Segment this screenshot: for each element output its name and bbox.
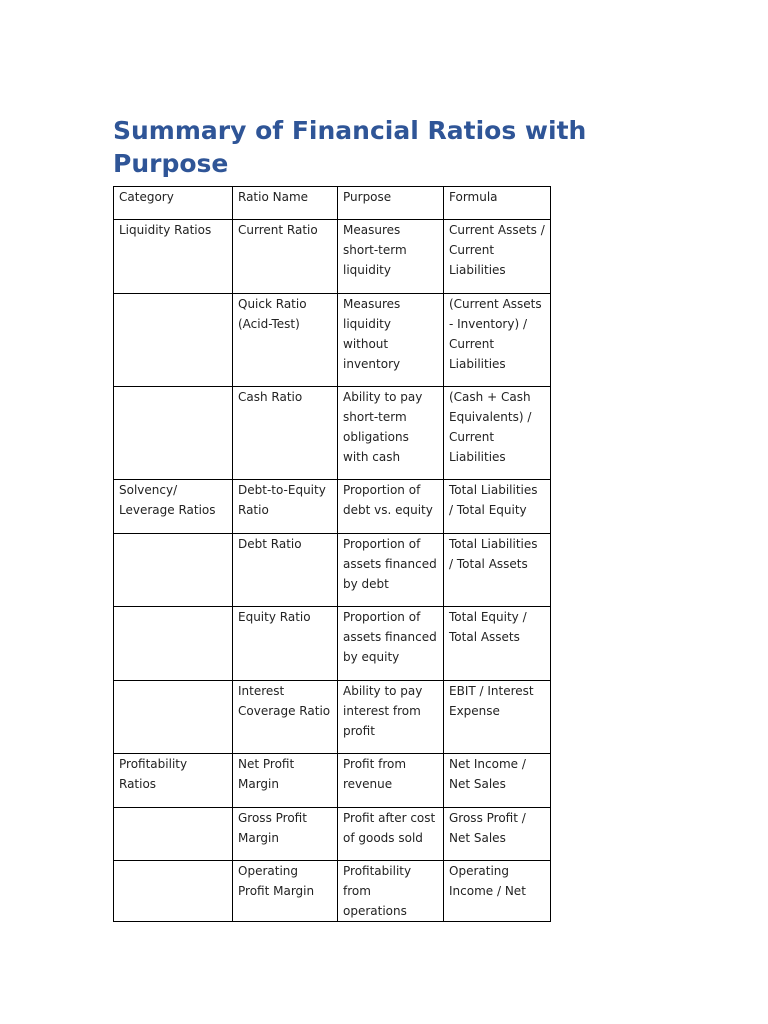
formula-cell: Total Liabilities / Total Assets	[444, 534, 551, 607]
category-cell	[114, 387, 233, 480]
table-row	[114, 681, 551, 754]
formula-cell: Gross Profit / Net Sales	[444, 808, 551, 861]
formula-cell: Total Equity / Total Assets	[444, 607, 551, 681]
formula-cell: Current Assets / Current Liabilities	[444, 220, 551, 294]
purpose-cell: Measures liquidity without inventory	[338, 294, 444, 387]
category-cell	[114, 294, 233, 387]
ratio-name-cell: Cash Ratio	[233, 387, 338, 480]
purpose-cell: Measures short-term liquidity	[338, 220, 444, 294]
ratio-name-cell: Quick Ratio (Acid-Test)	[233, 294, 338, 387]
purpose-cell: Ability to pay short-term obligations with cash	[338, 387, 444, 480]
header-cell-formula: Formula	[444, 187, 551, 220]
formula-cell: EBIT / Interest Expense	[444, 681, 551, 754]
table-header-row	[114, 187, 551, 220]
header-cell-purpose: Purpose	[338, 187, 444, 220]
formula-cell: Net Income / Net Sales	[444, 754, 551, 808]
ratio-name-cell: Gross Profit Margin	[233, 808, 338, 861]
ratio-name-cell: Operating Profit Margin	[233, 861, 338, 922]
ratios-table	[113, 186, 551, 922]
table-row	[114, 294, 551, 387]
category-cell	[114, 808, 233, 861]
category-cell: Solvency/ Leverage Ratios	[114, 480, 233, 534]
category-cell	[114, 607, 233, 681]
purpose-cell: Profit from revenue	[338, 754, 444, 808]
purpose-cell: Proportion of assets financed by debt	[338, 534, 444, 607]
category-cell: Liquidity Ratios	[114, 220, 233, 294]
purpose-cell: Proportion of debt vs. equity	[338, 480, 444, 534]
purpose-cell: Profit after cost of goods sold	[338, 808, 444, 861]
table-row	[114, 387, 551, 480]
category-cell: Profitability Ratios	[114, 754, 233, 808]
header-cell-category: Category	[114, 187, 233, 220]
category-cell	[114, 681, 233, 754]
purpose-cell: Proportion of assets financed by equity	[338, 607, 444, 681]
formula-cell: (Current Assets - Inventory) / Current Liabilities	[444, 294, 551, 387]
ratio-name-cell: Debt Ratio	[233, 534, 338, 607]
formula-cell: Operating Income / Net	[444, 861, 551, 922]
header-cell-ratio-name: Ratio Name	[233, 187, 338, 220]
category-cell	[114, 534, 233, 607]
document-title: Summary of Financial Ratios with Purpose	[113, 116, 587, 178]
table-row	[114, 220, 551, 294]
table-row	[114, 480, 551, 534]
table-row	[114, 754, 551, 808]
table-row	[114, 534, 551, 607]
table-row	[114, 861, 551, 922]
ratio-name-cell: Current Ratio	[233, 220, 338, 294]
ratio-name-cell: Interest Coverage Ratio	[233, 681, 338, 754]
table-row	[114, 808, 551, 861]
formula-cell: (Cash + Cash Equivalents) / Current Liabilities	[444, 387, 551, 480]
ratio-name-cell: Net Profit Margin	[233, 754, 338, 808]
table-row	[114, 607, 551, 681]
ratio-name-cell: Debt-to-Equity Ratio	[233, 480, 338, 534]
purpose-cell: Ability to pay interest from profit	[338, 681, 444, 754]
ratio-name-cell: Equity Ratio	[233, 607, 338, 681]
formula-cell: Total Liabilities / Total Equity	[444, 480, 551, 534]
purpose-cell: Profitability from operations	[338, 861, 444, 922]
category-cell	[114, 861, 233, 922]
